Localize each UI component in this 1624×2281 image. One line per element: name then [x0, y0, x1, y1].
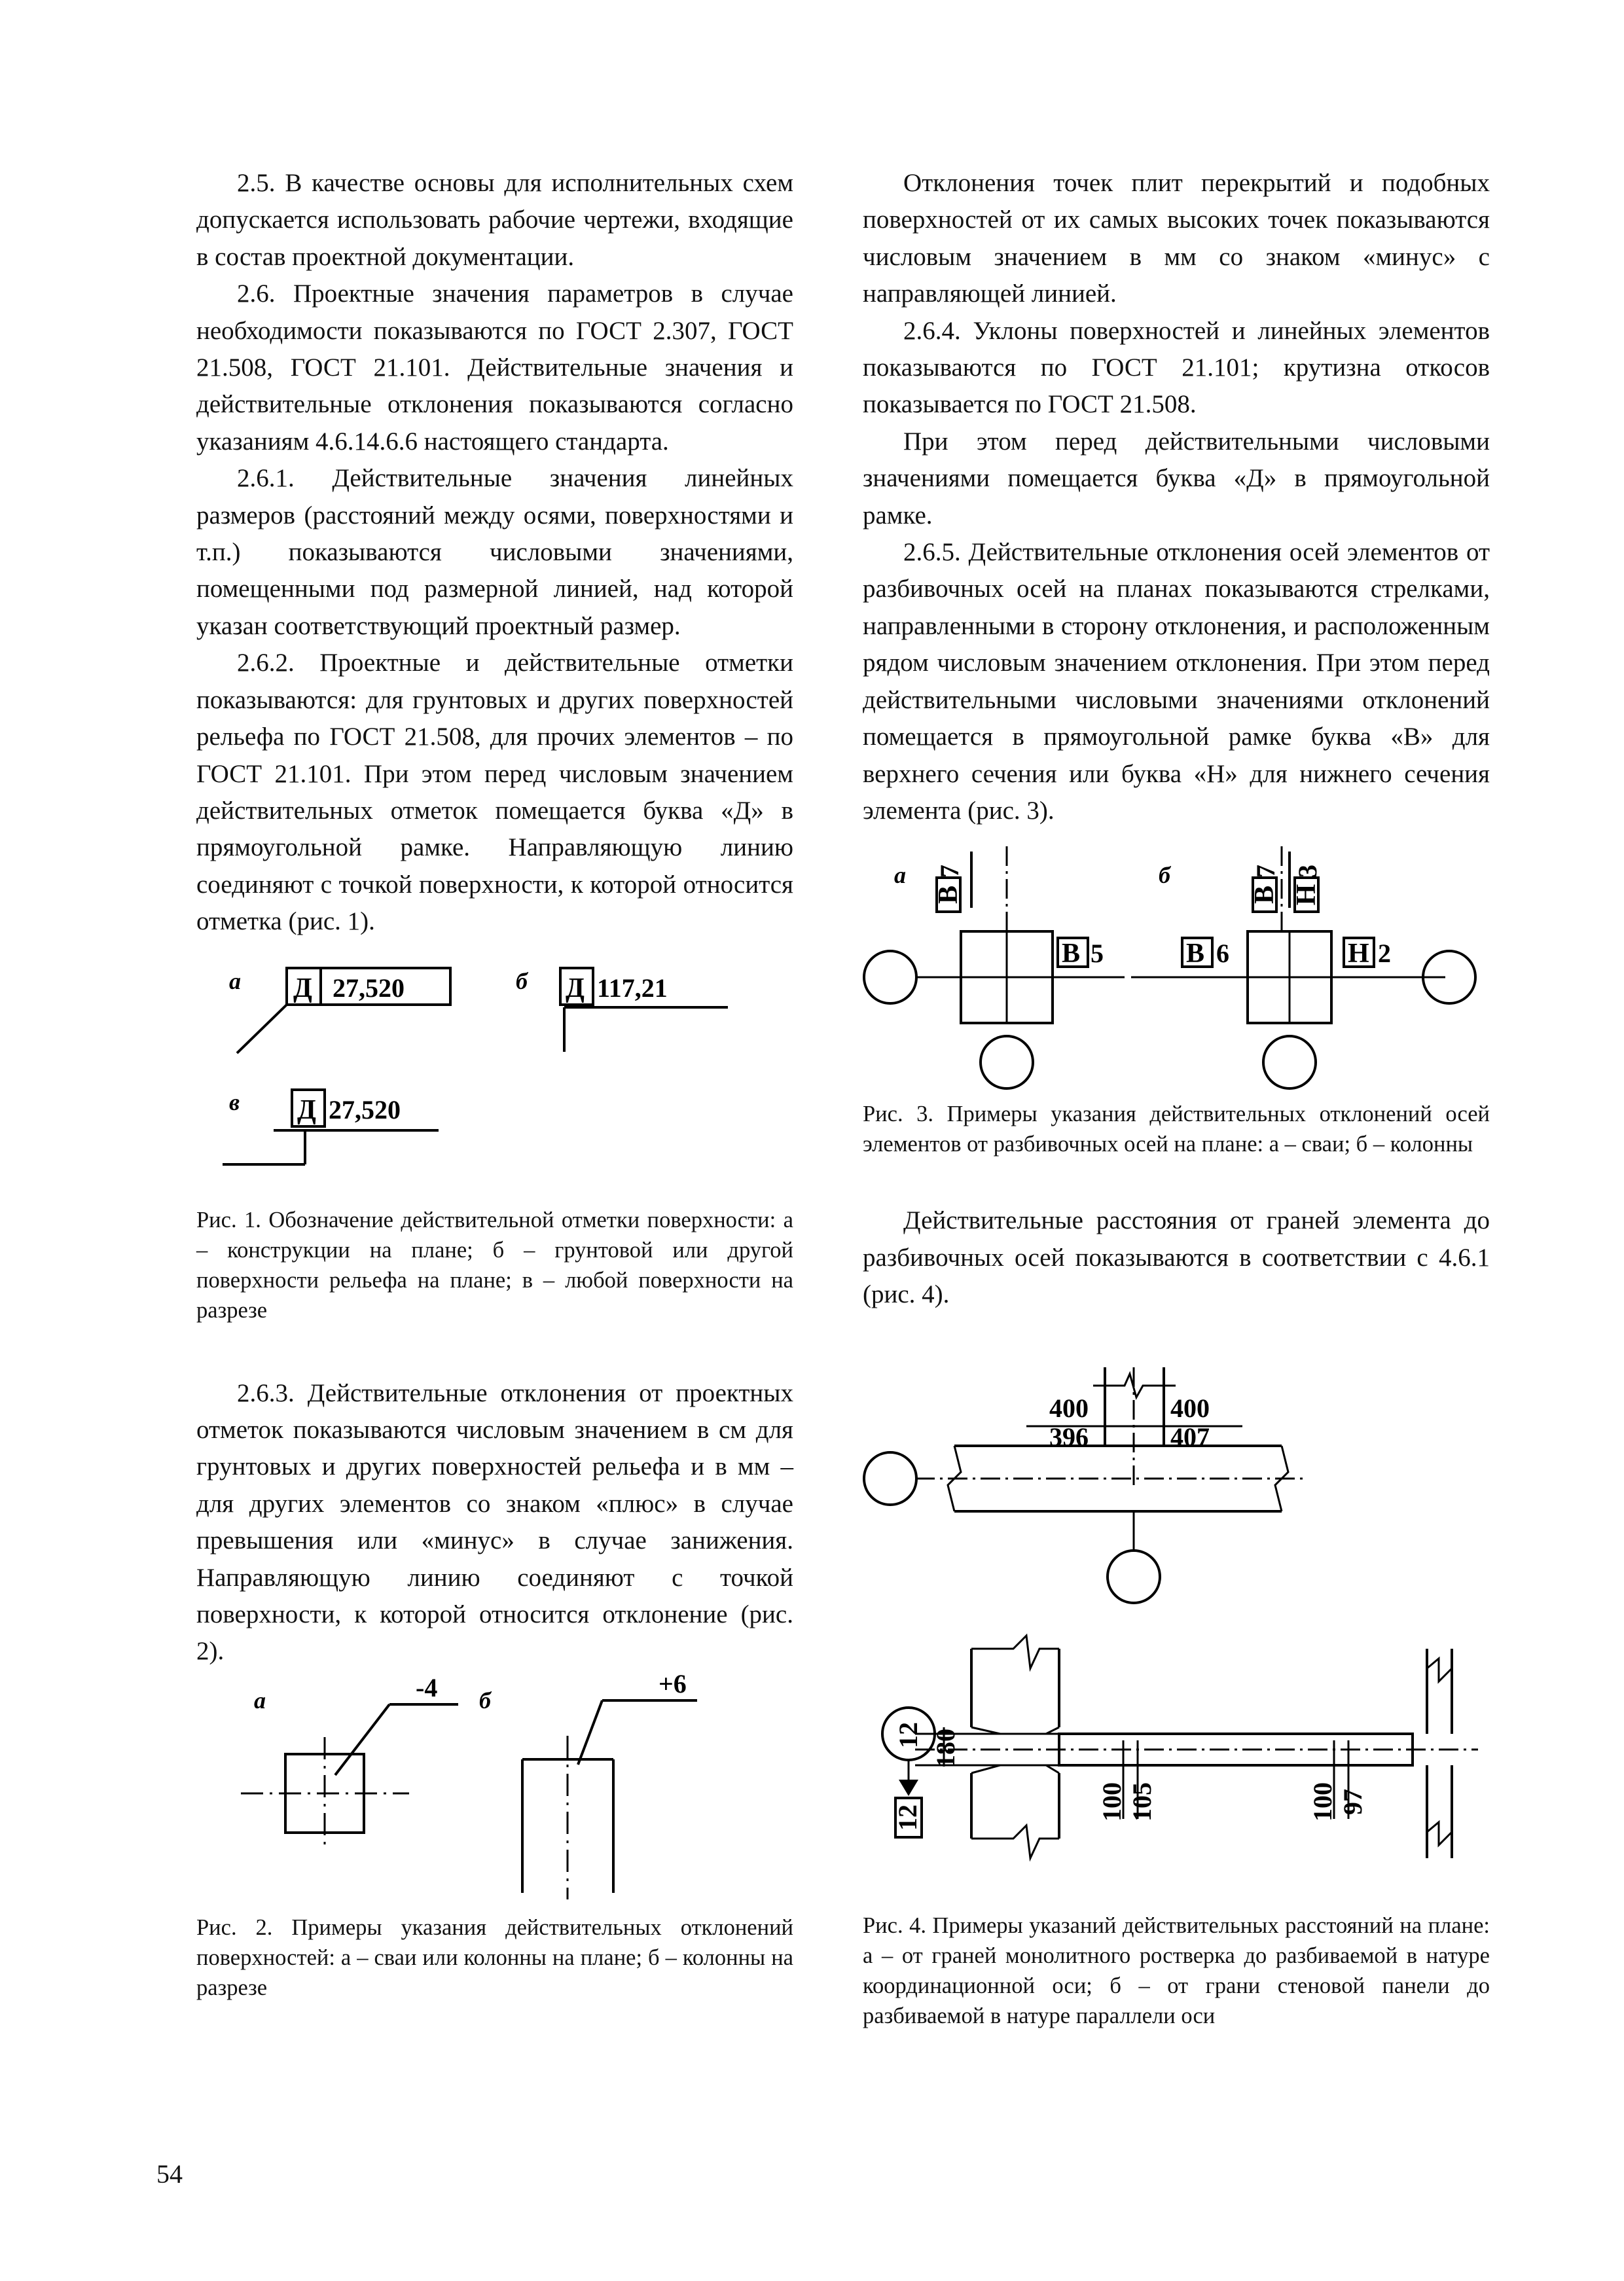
paragraph-right-3: При этом перед действительными числовыми значениями помещается буква «Д» в прямоугольной рамке. [863, 427, 1490, 530]
paragraph-2-6-5: 2.6.5. Действительные отклонения осей элементов от разбивочных осей на планах показываются стрелками, направленными в сторону отклонения, и расположенным рядом числовым значением отклонения. При этом перед действительными числовыми значениями отклонений помещается в прямоугольной рамке буква «В» для верхнего сечения или буква «Н» для нижнего сечения элемента (рис. 3). [863, 538, 1490, 825]
fig3-a-axis-marker-left [864, 951, 916, 1003]
fig3-label-b: б [1159, 862, 1170, 889]
fig2-label-b: б [479, 1687, 491, 1714]
figure-3 [863, 846, 1490, 1159]
paragraph-right-5: Действительные расстояния от граней элемента до разбивочных осей показываются в соответствии с 4.6.1 (рис. 4). [863, 1206, 1490, 1309]
fig2-b-leader-diag [578, 1700, 602, 1765]
fig3-a-top-value: 7 [935, 865, 964, 878]
page-number: 54 [156, 2159, 183, 2189]
fig4-a-axis-marker-left [864, 1452, 916, 1505]
fig1-v-value: 27,520 [329, 1094, 401, 1124]
fig3-b-axis-marker-bottom [1263, 1036, 1316, 1088]
paragraph-right-1: Отклонения точек плит перекрытий и подобных поверхностей от их самых высоких точек показываются числовым значением в мм со знаком «минус» с направляющей линией. [863, 169, 1490, 308]
fig4-b-axis-frame-number: 12 [893, 1804, 922, 1831]
left-column [196, 165, 793, 2003]
fig1-label-b: б [516, 967, 528, 994]
paragraph-2-6-2: 2.6.2. Проектные и действительные отметки показываются: для грунтовых и других поверхностей рельефа по ГОСТ 21.508, для прочих элементов – по ГОСТ 21.101. При этом перед числовым значением действительных отметок помещается буква «Д» в прямоугольной рамке. Направляющую линию соединяют с точкой поверхности, к которой относится отметка (рис. 1). [196, 649, 793, 936]
fig2-label-a: а [254, 1687, 266, 1714]
fig3-b-right-value: 2 [1378, 939, 1391, 969]
fig4-b-dim-1: 100 [1097, 1782, 1127, 1822]
figure-1-drawing [196, 963, 793, 1205]
fig4-b-break-right-bottom [1427, 1822, 1452, 1845]
fig4-b-dim-2: 105 [1127, 1782, 1157, 1822]
fig1-b-value: 117,21 [597, 973, 668, 1003]
fig4-b-axis-number: 12 [893, 1721, 923, 1748]
fig4-b-marker-triangle [899, 1780, 918, 1796]
fig4-b-dim-3: 100 [1308, 1782, 1337, 1822]
fig2-a-leader-diag [335, 1704, 389, 1775]
figure-4 [863, 1361, 1490, 2031]
figure-4-drawing [863, 1361, 1490, 1911]
fig4-a-axis-marker-bottom [1108, 1551, 1160, 1603]
fig1-a-value: 27,520 [333, 973, 405, 1003]
fig3-a-box-right-letter: В [1062, 939, 1081, 969]
fig4-b-break-bottom-left [971, 1825, 1059, 1858]
fig3-a-box-top-letter: В [933, 886, 964, 905]
fig1-b-box-letter: Д [566, 973, 585, 1003]
fig4-a-top-left-design: 400 [1049, 1393, 1089, 1423]
paragraph-2-6-1: 2.6.1. Действительные значения линейных размеров (расстояний между осями, поверхностями и т.п.) показываются числовыми значениями, помещенными под размерной линией, над которой указан соответствующий проектный размер. [196, 464, 793, 640]
figure-1 [196, 963, 793, 1325]
figure-3-caption: Рис. 3. Примеры указания действительных отклонений осей элементов от разбивочных осей на плане: а – сваи; б – колонны [863, 1102, 1490, 1157]
fig3-b-top-v-value: 7 [1251, 865, 1280, 878]
fig4-a-top-right-design: 400 [1170, 1393, 1210, 1423]
fig1-v-box-letter: Д [297, 1094, 316, 1125]
fig3-b-box-top-v-letter: В [1250, 886, 1280, 905]
fig1-a-leader [237, 1005, 287, 1053]
fig2-b-value: +6 [659, 1668, 687, 1698]
figure-3-drawing [863, 846, 1490, 1095]
fig4-b-break-top-left [971, 1636, 1059, 1668]
fig3-b-box-left-letter: В [1186, 939, 1205, 969]
fig1-a-box-letter: Д [293, 973, 312, 1003]
fig4-b-joint-bottom [971, 1765, 1059, 1773]
figure-4-caption: Рис. 4. Примеры указаний действительных расстояний на плане: а – от граней монолитного ростверка до разбиваемой в натуре координационной оси; б – от грани стеновой панели до разбиваемой в натуре параллели оси [863, 1913, 1490, 2028]
paragraph-2-6-4: 2.6.4. Уклоны поверхностей и линейных элементов показываются по ГОСТ 21.101; крутизна откосов показывается по ГОСТ 21.508. [863, 316, 1490, 419]
fig4-b-break-right-top [1427, 1659, 1452, 1681]
fig3-a-right-value: 5 [1091, 939, 1104, 969]
figure-2-caption: Рис. 2. Примеры указания действительных отклонений поверхностей: а – сваи или колонны на плане; б – колонны на разрезе [196, 1914, 793, 2000]
figure-2-drawing [196, 1668, 793, 1913]
paragraph-2-6: 2.6. Проектные значения параметров в случае необходимости показываются по ГОСТ 2.307, ГОСТ 21.508, ГОСТ 21.101. Действительные значения и действительные отклонения показываются согласно указаниям 4.6.14.6.6 настоящего стандарта. [196, 279, 793, 456]
fig3-label-a: а [894, 862, 906, 889]
figure-2 [196, 1668, 793, 2003]
fig2-a-value: -4 [416, 1672, 438, 1702]
figure-1-caption: Рис. 1. Обозначение действительной отметки поверхности: а – конструкции на плане; б – грунтовой или другой поверхности рельефа на плане; в – любой поверхности на разрезе [196, 1207, 793, 1323]
fig3-a-axis-marker-bottom [981, 1036, 1033, 1088]
fig4-a-top-right-actual: 407 [1170, 1422, 1210, 1452]
right-column [863, 165, 1490, 2031]
fig4-a-top-left-actual: 396 [1049, 1422, 1089, 1452]
fig4-b-dim-4: 97 [1338, 1788, 1367, 1815]
fig4-b-dim-180: 180 [931, 1728, 960, 1768]
fig3-b-box-right-letter: Н [1348, 939, 1369, 969]
fig1-label-a: а [229, 967, 241, 994]
paragraph-2-6-3: 2.6.3. Действительные отклонения от проектных отметок показываются числовым значением в см для грунтовых и других поверхностей рельефа и в мм – для других элементов со знаком «плюс» в случае превышения или «минус» в случае занижения. Направляющую линию соединяют с точкой поверхности, к которой относится отклонение (рис. 2). [196, 1378, 793, 1666]
fig3-b-box-top-n-letter: Н [1291, 884, 1322, 906]
fig1-label-v: в [229, 1088, 240, 1115]
paragraph-2-5: 2.5. В качестве основы для исполнительных схем допускается использовать рабочие чертежи, входящие в состав проектной документации. [196, 169, 793, 271]
fig3-b-top-n-value: 3 [1293, 865, 1322, 878]
fig3-b-left-value: 6 [1216, 939, 1229, 969]
